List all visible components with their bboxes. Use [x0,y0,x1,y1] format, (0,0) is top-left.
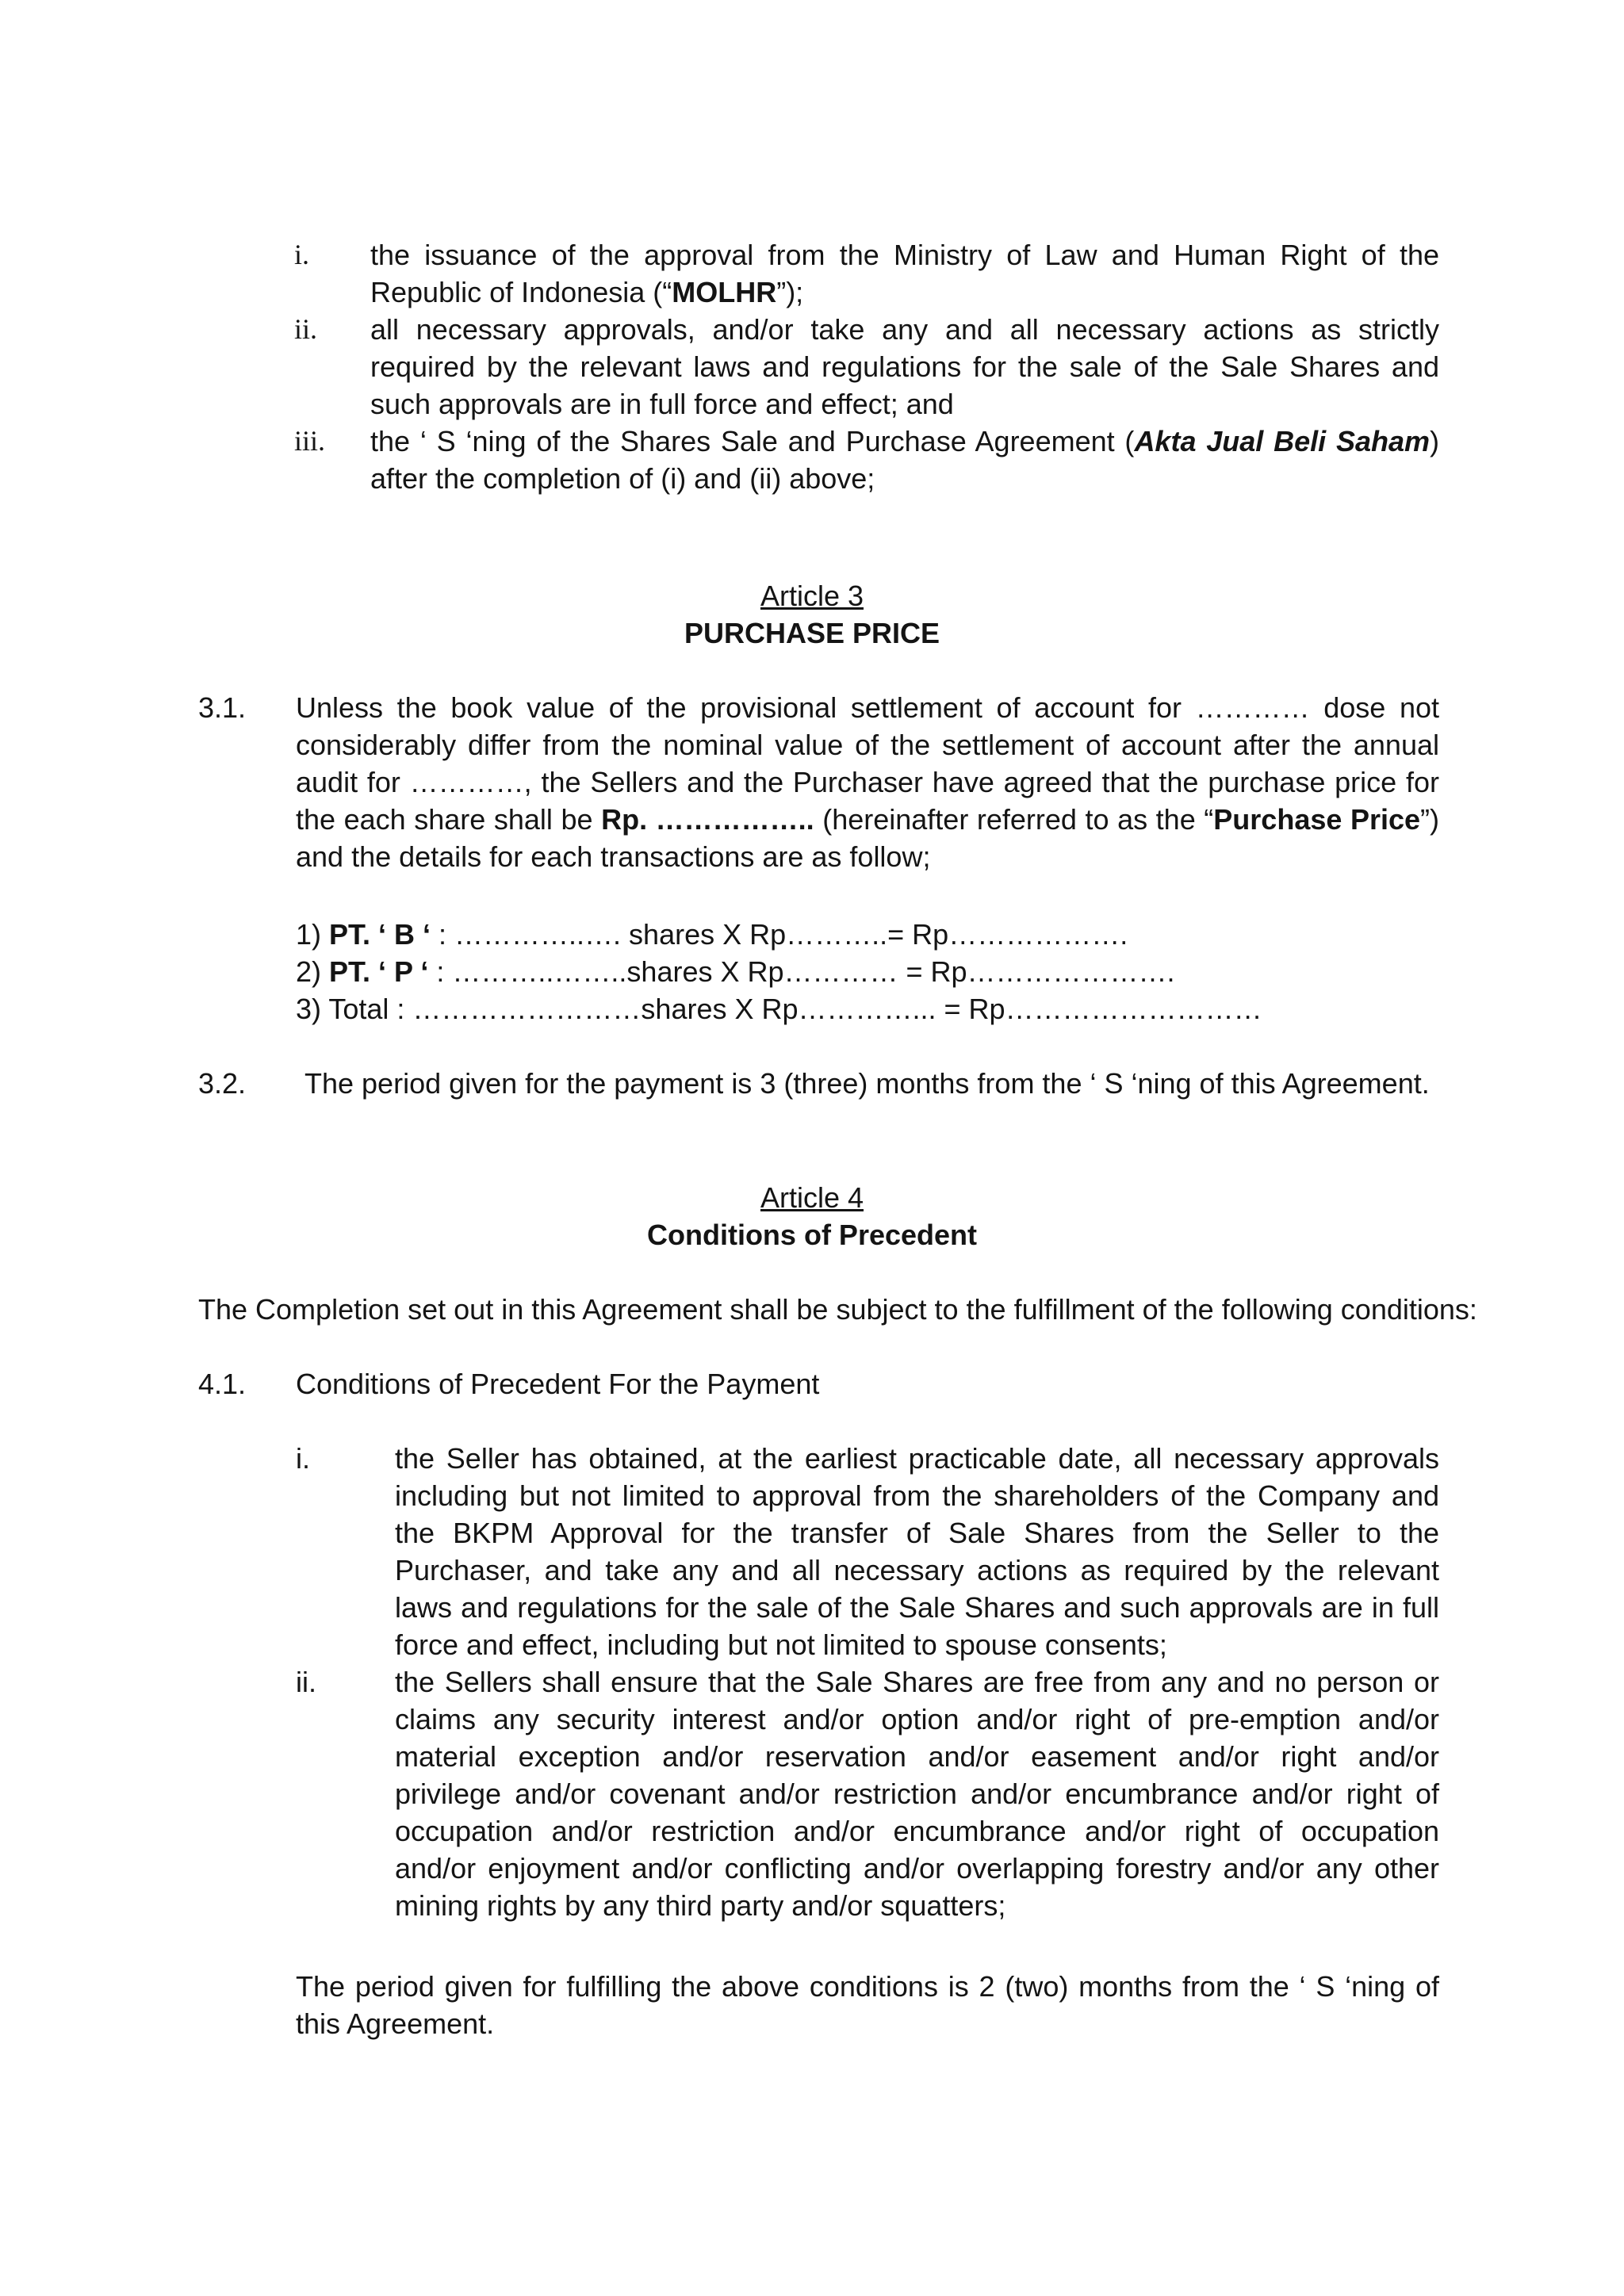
list-marker: iii. [294,425,326,457]
clause-4-1-heading: Conditions of Precedent For the Payment [296,1368,820,1400]
article-4-label: Article 4 [760,1181,864,1214]
article-3-label: Article 3 [760,580,864,612]
article-4-closing: The period given for fulfilling the above conditions is 2 (two) months from the ‘ S ‘ning of this Agreement. [296,1970,1439,2040]
list-marker: ii. [296,1666,316,1698]
list-item: the Sellers shall ensure that the Sale Shares are free from any and no person or claims any security interest and/or option and/or right of pre-emption and/or material exception and/or reservation and/or easement and/or right and/or privilege and/or covenant and/or restriction and/or encumbrance and/or right of occupation and/or restriction and/or encumbrance and/or right of occupation and/or enjoyment and/or conflicting and/or overlapping forestry and/or any other mining rights by any third party and/or squatters; [395,1666,1439,1922]
article-4-intro: The Completion set out in this Agreement shall be subject to the fulfillment of the following conditions: [198,1293,1477,1326]
clause-number: 3.1. [198,691,247,724]
clause-number: 4.1. [198,1368,247,1400]
list-item: the ‘ S ‘ning of the Shares Sale and Purchase Agreement (Akta Jual Beli Saham) after the completion of (i) and (ii) above; [370,425,1439,495]
transaction-line: 1) PT. ‘ B ‘ : …………..…. shares X Rp………..= Rp………………. [296,918,1128,951]
clause-number: 3.2. [198,1067,247,1100]
list-marker: i. [296,1442,310,1475]
clause-3-2-text: The period given for the payment is 3 (three) months from the ‘ S ‘ning of this Agreement. [304,1067,1430,1100]
article-3-title: PURCHASE PRICE [684,617,940,649]
list-marker: ii. [294,313,318,345]
transaction-line: 2) PT. ‘ P ‘ : ………..……..shares X Rp………… = Rp…………………. [296,955,1175,988]
list-item: all necessary approvals, and/or take any and all necessary actions as strictly required by the relevant laws and regulations for the sale of the Sale Shares and such approvals are in full force and effect; and [370,313,1439,420]
list-item: the Seller has obtained, at the earliest practicable date, all necessary approvals including but not limited to approval from the shareholders of the Company and the BKPM Approval for the transfer of Sale Shares from the Seller to the Purchaser, and take any and all necessary actions as required by the relevant laws and regulations for the sale of the Sale Shares and such approvals are in full force and effect, including but not limited to spouse consents; [395,1442,1439,1661]
list-marker: i. [294,239,310,270]
list-item: the issuance of the approval from the Ministry of Law and Human Right of the Republic of Indonesia (“MOLHR”); [370,239,1439,308]
article-4-title: Conditions of Precedent [646,1219,978,1251]
clause-3-1-text: Unless the book value of the provisional settlement of account for ………… dose not considerably differ from the nominal value of the settlement of account after the annual audit for …………, the Sellers and the Purchaser have agreed that the purchase price for the each share shall be Rp. …………….. (hereinafter referred to as the “Purchase Price”) and the details for each transactions are as follow; [296,691,1440,873]
transaction-line: 3) Total : ……………………shares X Rp…………... = Rp……………………… [296,993,1262,1025]
